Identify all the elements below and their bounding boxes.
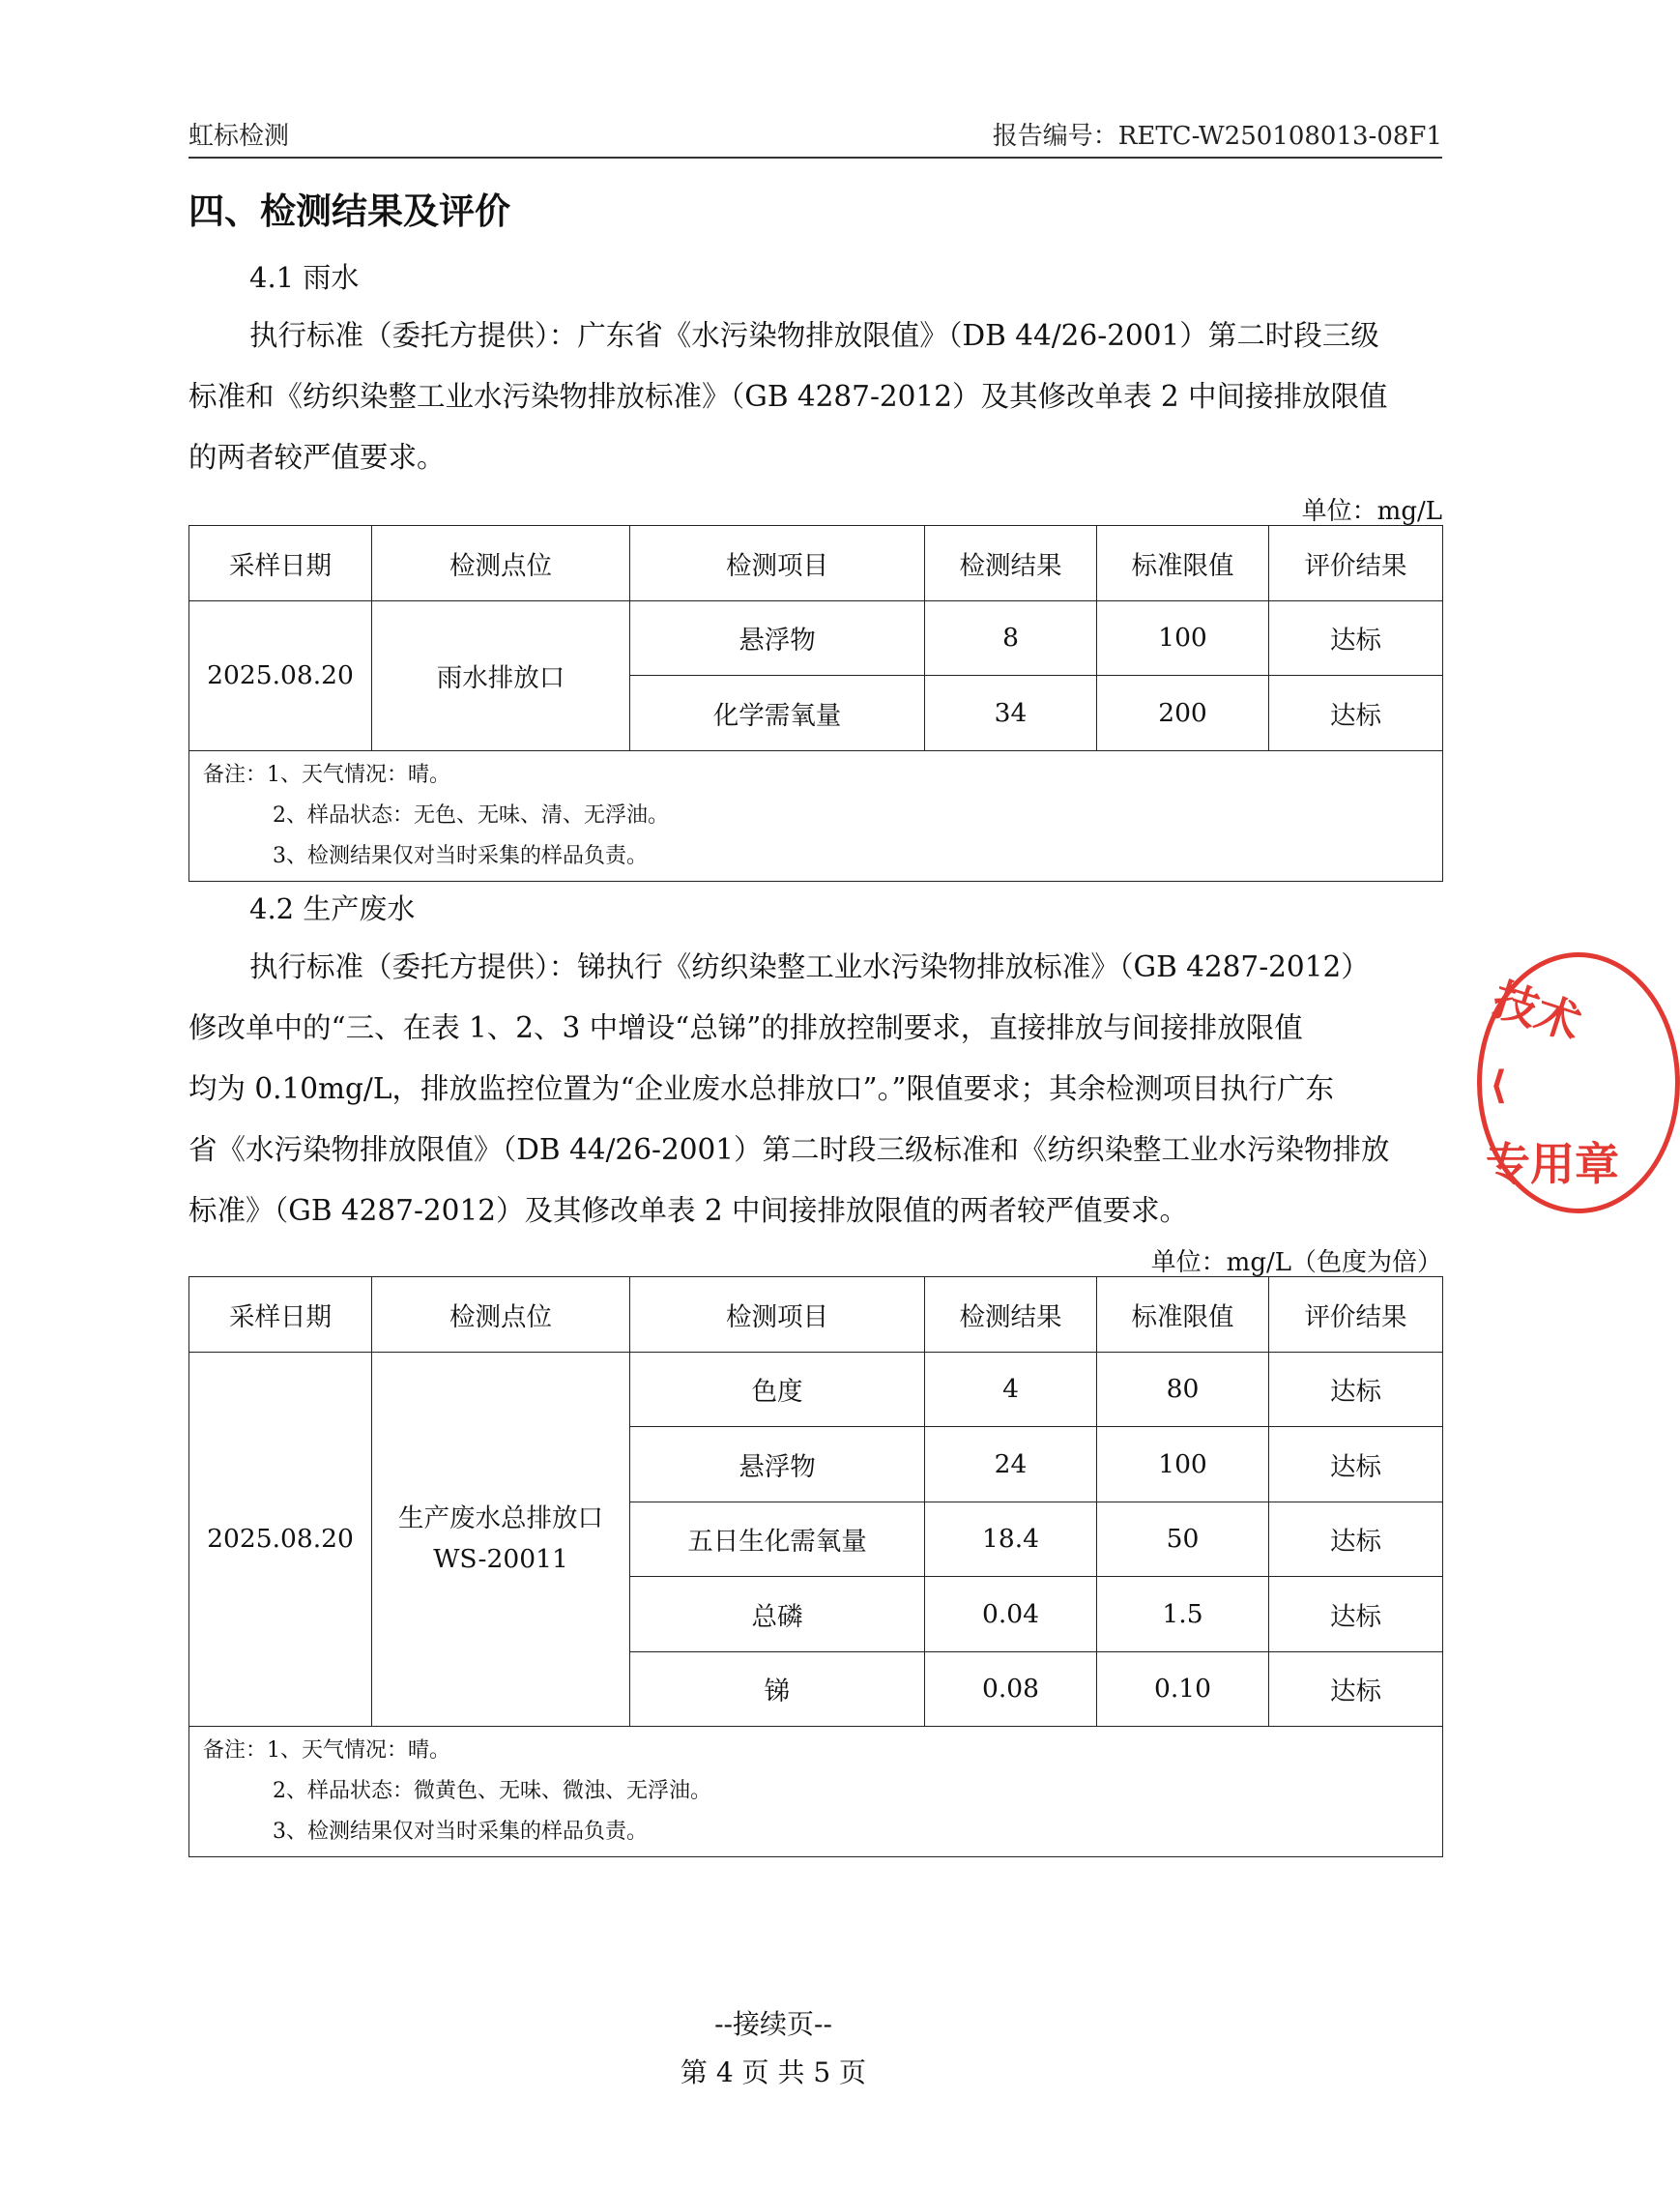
seal-text-top: 技术 bbox=[1486, 972, 1588, 1050]
evaluation: 达标 bbox=[1269, 676, 1443, 751]
waste-standard-line5: 标准》（GB 4287-2012）及其修改单表 2 中间接排放限值的两者较严值要求。 bbox=[188, 1194, 1189, 1227]
section-title: 四、检测结果及评价 bbox=[188, 190, 510, 232]
standard-limit: 80 bbox=[1097, 1352, 1269, 1427]
col-header-date: 采样日期 bbox=[189, 526, 372, 601]
evaluation: 达标 bbox=[1269, 1427, 1443, 1502]
header-company: 虹标检测 bbox=[188, 122, 290, 151]
waste-standard-line4: 省《水污染物排放限值》（DB 44/26-2001）第二时段三级标准和《纺织染整工业水污染物排放 bbox=[188, 1133, 1390, 1166]
header-divider bbox=[188, 157, 1442, 159]
test-item: 总磷 bbox=[630, 1577, 925, 1652]
header-report-number: 报告编号：RETC-W250108013-08F1 bbox=[992, 122, 1442, 151]
col-header-limit: 标准限值 bbox=[1097, 526, 1269, 601]
col-header-date: 采样日期 bbox=[189, 1277, 372, 1353]
standard-limit: 1.5 bbox=[1097, 1577, 1269, 1652]
evaluation: 达标 bbox=[1269, 1651, 1443, 1727]
page-number: 第 4 页 共 5 页 bbox=[680, 2056, 867, 2088]
col-header-item: 检测项目 bbox=[630, 526, 925, 601]
test-item: 化学需氧量 bbox=[630, 676, 925, 751]
col-header-result: 检测结果 bbox=[925, 526, 1097, 601]
test-item: 色度 bbox=[630, 1352, 925, 1427]
notes-row bbox=[189, 1727, 1443, 1857]
evaluation: 达标 bbox=[1269, 1577, 1443, 1652]
rain-standard-line3: 的两者较严值要求。 bbox=[188, 441, 446, 474]
rain-standard-paragraph bbox=[188, 306, 1442, 488]
waste-standard-paragraph bbox=[188, 937, 1442, 1241]
col-header-item: 检测项目 bbox=[630, 1277, 925, 1353]
seal-text-bottom: 专用章 bbox=[1486, 1138, 1619, 1190]
test-result: 24 bbox=[925, 1427, 1097, 1502]
seal-mark: ⟨ bbox=[1490, 1064, 1508, 1108]
evaluation: 达标 bbox=[1269, 1502, 1443, 1577]
table-row bbox=[189, 1352, 1443, 1427]
col-header-result: 检测结果 bbox=[925, 1277, 1097, 1353]
table-row bbox=[189, 600, 1443, 676]
sampling-date: 2025.08.20 bbox=[189, 600, 372, 750]
standard-limit: 200 bbox=[1097, 676, 1269, 751]
sampling-point-code: WS-20011 bbox=[433, 1543, 568, 1574]
col-header-point: 检测点位 bbox=[372, 1277, 630, 1353]
note-sample-state: 2、样品状态：无色、无味、清、无浮油。 bbox=[273, 802, 669, 828]
note-disclaimer: 3、检测结果仅对当时采集的样品负责。 bbox=[273, 843, 648, 868]
sampling-date: 2025.08.20 bbox=[189, 1352, 372, 1727]
note-weather: 备注：1、天气情况：晴。 bbox=[203, 762, 450, 787]
continued-marker: --接续页-- bbox=[714, 2008, 832, 2040]
rain-results-table bbox=[188, 525, 1443, 882]
test-item: 五日生化需氧量 bbox=[630, 1502, 925, 1577]
notes-row bbox=[189, 750, 1443, 881]
test-item: 悬浮物 bbox=[630, 600, 925, 676]
standard-limit: 50 bbox=[1097, 1502, 1269, 1577]
col-header-point: 检测点位 bbox=[372, 526, 630, 601]
standard-limit: 0.10 bbox=[1097, 1651, 1269, 1727]
notes-cell bbox=[189, 1727, 1443, 1857]
evaluation: 达标 bbox=[1269, 600, 1443, 676]
waste-standard-line2: 修改单中的“三、在表 1、2、3 中增设“总锑”的排放控制要求，直接排放与间接排放限值 bbox=[188, 1011, 1303, 1044]
sampling-point: 雨水排放口 bbox=[372, 600, 630, 750]
test-result: 4 bbox=[925, 1352, 1097, 1427]
sampling-point-name: 生产废水总排放口 bbox=[398, 1502, 603, 1533]
table-header-row bbox=[189, 526, 1443, 601]
test-result: 0.04 bbox=[925, 1577, 1097, 1652]
table-header-row bbox=[189, 1277, 1443, 1353]
test-result: 34 bbox=[925, 676, 1097, 751]
test-item: 锑 bbox=[630, 1651, 925, 1727]
col-header-eval: 评价结果 bbox=[1269, 1277, 1443, 1353]
notes-cell bbox=[189, 750, 1443, 881]
waste-standard-line1: 执行标准（委托方提供）：锑执行《纺织染整工业水污染物排放标准》（GB 4287-2012） bbox=[249, 950, 1370, 983]
standard-limit: 100 bbox=[1097, 600, 1269, 676]
sampling-point bbox=[372, 1352, 630, 1727]
evaluation: 达标 bbox=[1269, 1352, 1443, 1427]
waste-results-table bbox=[188, 1276, 1443, 1857]
note-disclaimer: 3、检测结果仅对当时采集的样品负责。 bbox=[273, 1820, 648, 1844]
rain-unit-label: 单位：mg/L bbox=[1301, 497, 1442, 526]
note-sample-state: 2、样品状态：微黄色、无味、微浊、无浮油。 bbox=[273, 1779, 711, 1803]
rain-standard-line2: 标准和《纺织染整工业水污染物排放标准》（GB 4287-2012）及其修改单表 2 中间接排放限值 bbox=[188, 380, 1388, 413]
note-weather: 备注：1、天气情况：晴。 bbox=[203, 1738, 450, 1763]
test-result: 0.08 bbox=[925, 1651, 1097, 1727]
company-seal-stamp bbox=[1477, 952, 1680, 1213]
waste-standard-line3: 均为 0.10mg/L，排放监控位置为“企业废水总排放口”。”限值要求；其余检测项目执行广东 bbox=[188, 1072, 1334, 1105]
col-header-eval: 评价结果 bbox=[1269, 526, 1443, 601]
rain-standard-line1: 执行标准（委托方提供）：广东省《水污染物排放限值》（DB 44/26-2001）第二时段三级 bbox=[249, 319, 1379, 352]
test-result: 18.4 bbox=[925, 1502, 1097, 1577]
standard-limit: 100 bbox=[1097, 1427, 1269, 1502]
test-result: 8 bbox=[925, 600, 1097, 676]
col-header-limit: 标准限值 bbox=[1097, 1277, 1269, 1353]
test-item: 悬浮物 bbox=[630, 1427, 925, 1502]
rain-subtitle: 4.1 雨水 bbox=[249, 261, 360, 294]
waste-unit-label: 单位：mg/L（色度为倍） bbox=[1150, 1248, 1442, 1277]
waste-subtitle: 4.2 生产废水 bbox=[249, 892, 416, 925]
